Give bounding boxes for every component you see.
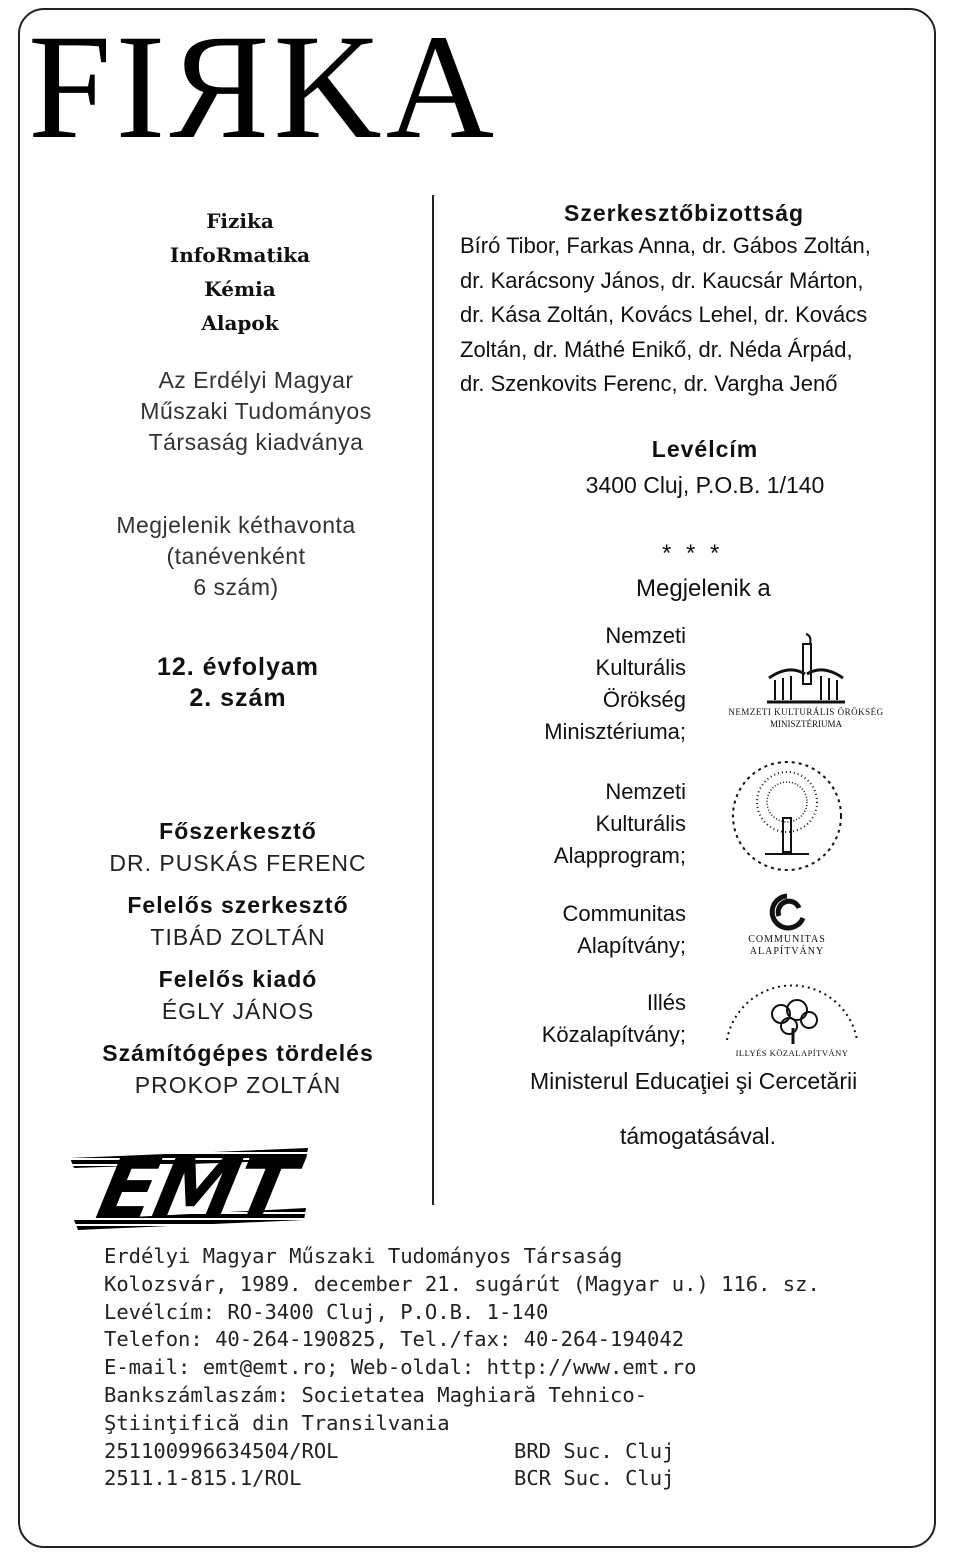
supporter-line: Communitas	[562, 901, 686, 926]
staff-name: ÉGLY JÁNOS	[161, 998, 315, 1024]
emblem-caption: ILLYÉS KÖZALAPÍTVÁNY	[735, 1048, 849, 1058]
footer-mail: Levélcím: RO-3400 Cluj, P.O.B. 1-140	[104, 1299, 549, 1324]
supporter-line: Alapítvány;	[577, 933, 686, 958]
acronym-line: Kémia	[204, 277, 276, 301]
board-line: dr. Kása Zoltán, Kovács Lehel, dr. Kovács	[460, 302, 868, 327]
appears-text: Megjelenik a	[636, 575, 771, 602]
volume-info	[78, 652, 398, 714]
mail-title: Levélcím	[651, 436, 759, 462]
emt-logo	[70, 1140, 310, 1238]
staff-name: PROKOP ZOLTÁN	[134, 1072, 342, 1098]
supporter-line: Örökség	[602, 687, 686, 712]
publisher-line: Műszaki Tudományos	[140, 398, 372, 424]
emblem-caption: NEMZETI KULTURÁLIS ÖRÖKSÉG	[728, 707, 884, 717]
bank-branch: BCR Suc. Cluj	[514, 1466, 675, 1491]
supporter-communitas	[480, 898, 686, 962]
board-line: dr. Karácsony János, dr. Kaucsár Márton,	[460, 267, 864, 293]
staff-role: Felelős kiadó	[158, 966, 318, 992]
volume-label: 12. évfolyam	[156, 653, 320, 681]
acronym-line: Alapok	[201, 311, 279, 335]
acronym-line: Fizika	[206, 209, 274, 233]
staff-role: Számítógépes tördelés	[102, 1040, 374, 1066]
footer-org: Erdélyi Magyar Műszaki Tudományos Társaság	[104, 1244, 623, 1268]
tree-seal-icon-graphic	[725, 756, 849, 876]
ministry-emblem-icon	[706, 630, 906, 730]
ministry-emblem-icon-graphic	[761, 630, 851, 706]
communitas-swirl-icon-graphic	[757, 888, 817, 934]
account-number: 251100996634504/ROL	[104, 1438, 339, 1463]
supporter-ministry	[480, 620, 686, 748]
supporter-nka	[480, 776, 686, 872]
supporter-line: Alapprogram;	[553, 843, 686, 868]
issue-label: 2. szám	[189, 684, 287, 712]
footer-account-row	[104, 1438, 820, 1466]
staff-role: Főszerkesztő	[159, 818, 317, 844]
mail-address: 3400 Cluj, P.O.B. 1/140	[585, 472, 825, 498]
bank-branch: BRD Suc. Cluj	[514, 1438, 675, 1463]
staff-name: DR. PUSKÁS FERENC	[109, 850, 367, 876]
supporter-line: Nemzeti	[605, 779, 686, 804]
publisher-text	[96, 365, 416, 458]
support-end: támogatásával.	[620, 1123, 776, 1149]
supporter-line: Illés	[646, 990, 686, 1015]
frequency-line: Megjelenik kéthavonta	[116, 512, 356, 538]
publisher-line: Az Erdélyi Magyar	[158, 367, 354, 393]
footer-bank-line: Ştiinţifică din Transilvania	[104, 1410, 450, 1435]
board-members	[460, 229, 932, 402]
footer-phone: Telefon: 40-264-190825, Tel./fax: 40-264-194042	[104, 1327, 685, 1352]
emblem-caption: COMMUNITAS	[748, 934, 826, 945]
emblem-caption: ALAPÍTVÁNY	[749, 946, 825, 957]
footer-address: Kolozsvár, 1989. december 21. sugárút (Magyar u.) 116. sz.	[104, 1271, 820, 1296]
board-line: dr. Szenkovits Ferenc, dr. Vargha Jenő	[460, 371, 838, 396]
separator-stars: * * *	[662, 540, 724, 567]
column-divider	[432, 195, 434, 1205]
supporter-illyes	[480, 987, 686, 1051]
board-title: Szerkesztőbizottság	[564, 200, 805, 226]
ministry-line: Ministerul Educaţiei şi Cercetării	[530, 1068, 858, 1094]
footer-info	[104, 1243, 820, 1493]
frequency-line: 6 szám)	[193, 574, 279, 600]
staff-name: TIBÁD ZOLTÁN	[150, 924, 326, 950]
supporter-line: Minisztériuma;	[544, 719, 686, 744]
mailing-address	[470, 433, 940, 505]
account-number: 2511.1-815.1/ROL	[104, 1466, 302, 1491]
communitas-swirl-icon	[722, 888, 852, 958]
frequency-text	[76, 510, 396, 603]
board-line: Zoltán, dr. Máthé Enikő, dr. Néda Árpád,	[460, 336, 853, 362]
fiRka-logo: FIЯKA	[28, 4, 499, 170]
staff-role: Felelős szerkesztő	[127, 892, 349, 918]
acronym-line: InfoRmatika	[169, 243, 311, 267]
publisher-line: Társaság kiadványa	[148, 429, 364, 455]
supporter-line: Közalapítvány;	[541, 1022, 686, 1047]
footer-account-row	[104, 1465, 820, 1493]
emblem-caption: MINISZTÉRIUMA	[770, 719, 842, 729]
illyes-tree-icon	[712, 984, 872, 1058]
board-line: Bíró Tibor, Farkas Anna, dr. Gábos Zoltán,	[460, 233, 871, 258]
supporter-line: Kulturális	[595, 655, 686, 680]
staff-list	[78, 815, 398, 1101]
supporter-line: Kulturális	[595, 811, 686, 836]
footer-email: E-mail: emt@emt.ro; Web-oldal: http://www.emt.ro	[104, 1355, 697, 1380]
editorial-board	[460, 197, 932, 402]
frequency-line: (tanévenként	[166, 543, 306, 569]
footer-bank-line: Bankszámlaszám: Societatea Maghiară Tehnico-	[104, 1382, 648, 1407]
supporter-line: Nemzeti	[605, 623, 686, 648]
emt-logo-text: EMT	[89, 1140, 303, 1238]
acronym-block	[80, 204, 400, 340]
tree-seal-icon	[722, 756, 852, 876]
illyes-tree-icon-graphic	[717, 984, 867, 1048]
